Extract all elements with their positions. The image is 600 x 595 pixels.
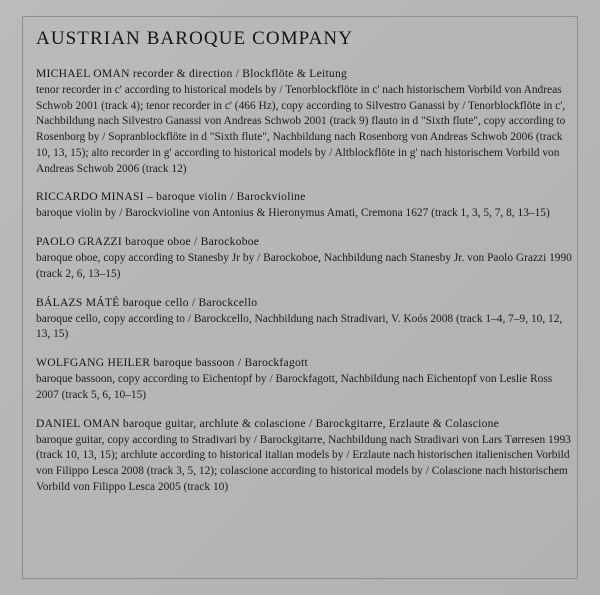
performer-heading: WOLFGANG HEILER baroque bassoon / Barockfagott <box>36 356 308 370</box>
content-area <box>36 28 572 575</box>
performer-entry <box>36 296 572 343</box>
performer-description: baroque cello, copy according to / Barockcello, Nachbildung nach Stradivari, V. Koós 2008 (track 1–4, 7–9, 10, 12, 13, 15) <box>36 312 563 341</box>
performer-heading: BÁLAZS MÁTÉ baroque cello / Barockcello <box>36 295 258 309</box>
performer-entry <box>36 235 572 282</box>
performer-heading: MICHAEL OMAN recorder & direction / Blockflöte & Leitung <box>36 67 348 80</box>
performer-entry <box>36 417 572 496</box>
performer-entry <box>36 356 572 403</box>
performer-heading: DANIEL OMAN baroque guitar, archlute & colascione / Barockgitarre, Erzlaute & Colascione <box>36 416 500 430</box>
performer-description: baroque guitar, copy according to Stradivari by / Barockgitarre, Nachbildung nach Stradivari von Lars Tørresen 1993 (track 10, 13, 15); archlute according to historical italian models by / Erzlaute nach historischen italienischen Vorbild von Filippo Lesca 2008 (track 3, 5, 12); colascione according to historical models by / Colascione nach historischem Vorbild von Filippo Lesca 2005 (track 10) <box>36 433 571 493</box>
performer-heading: RICCARDO MINASI – baroque violin / Barockvioline <box>36 190 306 204</box>
performer-description: baroque violin by / Barockvioline von Antonius & Hieronymus Amati, Cremona 1627 (track 1, 3, 5, 7, 8, 13–15) <box>36 207 550 220</box>
performer-heading: PAOLO GRAZZI baroque oboe / Barockoboe <box>36 235 260 249</box>
performer-entry <box>36 67 572 177</box>
performer-description: baroque oboe, copy according to Stanesby Jr by / Barockoboe, Nachbildung nach Stanesby Jr. von Paolo Grazzi 1990 (track 2, 6, 13–15) <box>36 252 572 280</box>
performer-description: baroque bassoon, copy according to Eichentopf by / Barockfagott, Nachbildung nach Eichentopf von Leslie Ross 2007 (track 5, 6, 10–15) <box>36 373 553 401</box>
page-title: AUSTRIAN BAROQUE COMPANY <box>36 28 354 49</box>
performer-description: tenor recorder in c' according to historical models by / Tenorblockflöte in c' nach historischem Vorbild von Andreas Schwob 2001 (track 4); tenor recorder in c' (466 Hz), copy according to Silvestro Ganassi by / Tenorblockflöte in c', Nachbildung nach Silvestro Ganassi von Andreas Schwob 2001 (track 9) flauto in d "Sixth flute", copy according to Rosenborg by / Sopranblockflöte in d "Sixth flute", Nachbildung nach Rosenborg von Andreas Schwob 2006 (track 10, 13, 15); alto recorder in g' according to historical models by / Altblockflöte in g' nach historischem Vorbild von Andreas Schwob 2006 (track 12) <box>36 84 566 175</box>
performer-entry <box>36 190 572 222</box>
